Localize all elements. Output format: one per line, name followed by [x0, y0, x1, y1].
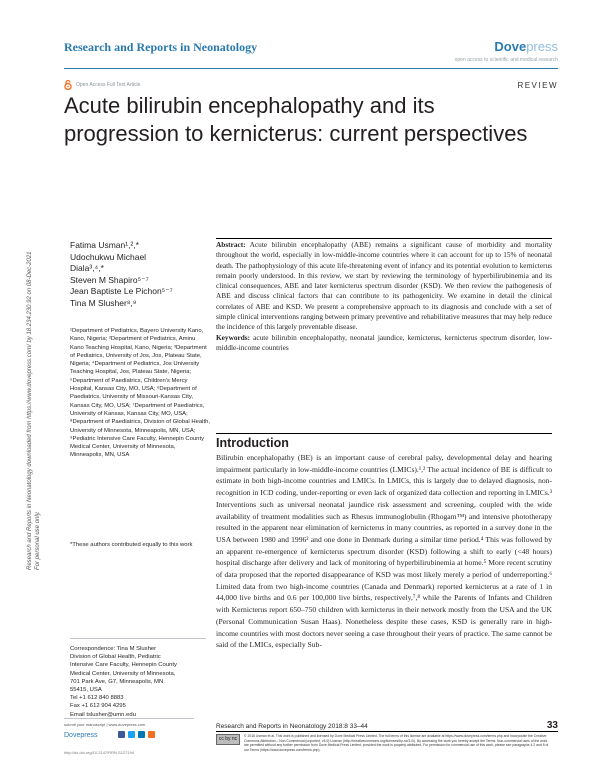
doi-link[interactable]: http://dx.doi.org/10.2147/RRN.S127194: [64, 750, 135, 755]
introduction-rule: [216, 433, 552, 434]
footer-brand[interactable]: Dovepress: [64, 732, 98, 739]
brand-tagline: open access to scientific and medical research: [454, 57, 558, 63]
linkedin-icon[interactable]: [138, 731, 145, 738]
open-access-label: Open Access Full Text Article: [76, 82, 141, 88]
affiliations: ¹Department of Pediatrics, Bayero University Kano, Kano, Nigeria; ²Department of Pediatrics, Aminu Kano Teaching Hospital, Kano, Nigeria; ³Department of Pediatrics, University of Jos, Jos, Plateau State, Nigeria; ⁴Department of Pediatrics, Jos University Teaching Hospital, Jos, Plateau State, Nigeria; ⁵Department of Paediatrics, Children's Mercy Hospital, Kansas City, MO, USA; ⁶Department of Paediatrics, University of Missouri-Kansas City, Kansas City, MO, USA; ⁷Department of Paediatrics, University of Kansas, Kansas City, MO, USA; ⁸Department of Paediatrics, Division of Global Health, University of Minnesota, Minneapolis, MN, USA; ⁹Pediatric Intensive Care Faculty, Hennepin County Medical Center, University of Minnesota, Minneapolis, MN, USA: [70, 328, 210, 459]
abstract-top-rule: [216, 238, 552, 239]
correspondence-line: Tel +1 612 840 8883: [70, 695, 124, 702]
submit-manuscript-link[interactable]: submit your manuscript | www.dovepress.com: [64, 722, 146, 727]
author-name: Tina M Slusher⁸,⁹: [70, 297, 137, 308]
correspondence-line: Division of Global Health, Pediatric: [70, 654, 161, 661]
author-name: Diala³,⁴,*: [70, 263, 104, 274]
correspondence-label: Correspondence: Tina M Slusher: [70, 646, 157, 652]
brand-press: press: [526, 39, 558, 54]
keywords-text: acute bilirubin encephalopathy, neonatal jaundice, kernicterus, kernicterus spectrum disorder, low-middle-income countries: [216, 332, 553, 352]
dovepress-logo[interactable]: [494, 39, 558, 54]
author-list: [70, 240, 205, 310]
correspondence-divider: [70, 638, 206, 639]
cc-license-icon[interactable]: cc by nc: [216, 734, 240, 745]
introduction-heading: Introduction: [216, 436, 289, 450]
side-note-download-line: Research and Reports in Neonatology downloaded from https://www.dovepress.com/ by 18.234.230.92 on 08-Dec-2021: [27, 251, 33, 570]
correspondence-line: Fax +1 612 904 4295: [70, 703, 126, 710]
correspondence-line: 701 Park Ave, G7, Minneapolis, MN: [70, 678, 164, 685]
author-name: Steven M Shapiro⁵⁻⁷: [70, 274, 149, 285]
correspondence-email[interactable]: Email tslusher@umn.edu: [70, 711, 136, 718]
correspondence-block: [70, 645, 210, 719]
correspondence-line: Intensive Care Faculty, Hennepin County: [70, 662, 177, 669]
author-name: Jean Baptiste Le Pichon⁵⁻⁷: [70, 286, 173, 297]
twitter-icon[interactable]: [128, 731, 135, 738]
header-divider: [64, 68, 558, 69]
social-links: [118, 731, 155, 738]
article-type: REVIEW: [517, 81, 558, 90]
author-name: Fatima Usman¹,²,*: [70, 240, 139, 250]
abstract-label: Abstract:: [216, 240, 246, 249]
author-name: Udochukwu Michael: [70, 251, 147, 262]
brand-main: Dove: [494, 39, 527, 54]
citation-line: Research and Reports in Neonatology 2018:8 33–44: [216, 723, 368, 730]
correspondence-line: Medical Center, University of Minnesota,: [70, 670, 176, 677]
open-access-badge: [64, 80, 140, 90]
download-side-note: [14, 150, 41, 570]
rss-icon[interactable]: [148, 731, 155, 738]
abstract: [216, 240, 552, 353]
footer-rule: [216, 731, 558, 732]
journal-title: Research and Reports in Neonatology: [64, 40, 258, 54]
side-note-personal-use: For personal use only.: [35, 511, 41, 570]
article-title: Acute bilirubin encephalopathy and its progression to kernicterus: current perspectives: [64, 93, 528, 146]
footer-left-divider: [64, 718, 194, 719]
introduction-text: Bilirubin encephalopathy (BE) is an important cause of cerebral palsy, developmental delay and hearing impairment particularly in low-middle-income countries (LMICs).¹,² The actual incidence of BE is difficult to estimate in both high-income countries and LMICs. In LMICs, this is largely due to delayed diagnosis, non-recognition in ICD coding, under-reporting or even lack of organized data collection and reporting in LMICs.³ Interventions such as universal neonatal jaundice risk assessment and screening, coupled with the wide availability of treatment modalities such as Rhesus immunoglobulin (Rhogam™) and intensive phototherapy resulted in the apparent near elimination of kernicterus in many countries, as reported in a survey done in the USA between 1980 and 1996² and one done in Denmark during a similar time period.⁴ This was followed by an apparent re-emergence of kernicterus spectrum disorder (KSD) following a shift to early (<48 hours) hospital discharge after delivery and lack of monitoring of hyperbilirubinemia at home.⁵ More recent scrutiny of data proposed that the reported disappearance of KSD was most likely merely a period of underreporting.⁶ Limited data from two high-income countries (Canada and Denmark) reported kernicterus at a rate of 1 in 44,000 live births and 0.6 per 100,000 live births, respectively,⁷,⁸ while the Parents of Infants and Children with Kernicterus report 650–750 children with kernicterus in their network mostly from the USA and the UK (Personal Communication Susan Haas). Nonetheless despite these cases, KSD is generally rare in high-income countries with most doctors never seeing a case throughout their years of practice. The same cannot be said of the LMICs, especially Sub-: [216, 453, 552, 650]
license-block: [216, 734, 552, 752]
equal-contribution-note: *These authors contributed equally to this work: [70, 542, 193, 548]
abstract-text: Acute bilirubin encephalopathy (ABE) remains a significant cause of morbidity and mortality throughout the world, especially in low-middle-income countries where it can account for up to 15% of neonatal death. The pathophysiology of this acute life-threatening event of infancy and its potential evolution to kernicterus remain poorly understood. In this review, we start by reviewing the terminology of hyperbilirubinemia and its clinical consequences, ABE and later kernicterus spectrum disorder (KSD). We then review the pathogenesis of ABE and discuss clinical factors that can contribute to its pathogenicity. We examine in detail the clinical correlates of ABE and KSD. We present a comprehensive approach to its diagnosis and conclude with a set of simple clinical interventions ranging between primary preventive and rehabilitative measures that may help reduce the incidence of this largely preventable disease.: [216, 240, 552, 332]
license-text: © 2018 Usman et al. This work is published and licensed by Dove Medical Press Limited. The full terms of this license are available at https://www.dovepress.com/terms.php and incorporate the Creative Commons Attribution – Non Commercial (unported, v3.0) License (http://creativecommons.org/licenses/by-nc/3.0/). By accessing the work you hereby accept the Terms. Non-commercial uses of the work are permitted without any further permission from Dove Medical Press Limited, provided the work is properly attributed. For permission for commercial use of this work, please see paragraphs 4.2 and 5 of our Terms (https://www.dovepress.com/terms.php).: [244, 734, 549, 752]
facebook-icon[interactable]: [118, 731, 125, 738]
open-access-lock-icon: [64, 80, 72, 90]
correspondence-line: 55415, USA: [70, 687, 102, 694]
keywords-label: Keywords:: [216, 332, 251, 342]
page-number: 33: [546, 720, 558, 731]
